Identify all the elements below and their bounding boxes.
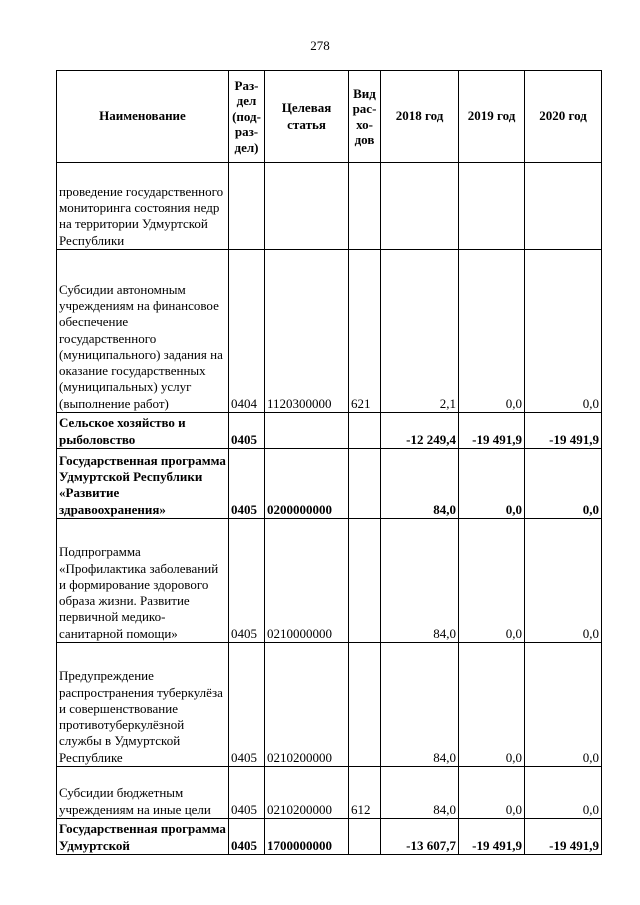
row-kind (349, 449, 381, 519)
row-2019: 0,0 (459, 449, 525, 519)
row-kind (349, 163, 381, 250)
header-2018: 2018 год (381, 71, 459, 163)
header-target: Целевая статья (265, 71, 349, 163)
header-section: Раз- дел (под- раз- дел) (229, 71, 265, 163)
row-2020: 0,0 (525, 250, 602, 413)
row-kind (349, 519, 381, 643)
row-2019: -19 491,9 (459, 819, 525, 855)
table-row (57, 163, 602, 250)
row-section: 0405 (229, 643, 265, 767)
table-row (57, 767, 602, 819)
header-name: Наименование (57, 71, 229, 163)
row-section: 0405 (229, 819, 265, 855)
row-2020: 0,0 (525, 767, 602, 819)
row-name: Предупреждение распространения туберкулёза и совершенствование противотуберкулёзной службы в Удмуртской Республике (57, 643, 229, 767)
row-name: Государственная программа Удмуртской (57, 819, 229, 855)
row-2020: 0,0 (525, 519, 602, 643)
row-target: 0210200000 (265, 643, 349, 767)
table-row (57, 449, 602, 519)
header-kind: Вид рас- хо- дов (349, 71, 381, 163)
header-2019: 2019 год (459, 71, 525, 163)
row-target (265, 163, 349, 250)
header-row (57, 71, 602, 163)
row-kind: 621 (349, 250, 381, 413)
row-kind (349, 819, 381, 855)
page-number: 278 (310, 38, 330, 53)
row-section: 0404 (229, 250, 265, 413)
row-kind (349, 643, 381, 767)
table-row (57, 519, 602, 643)
row-name: Субсидии бюджетным учреждениям на иные цели (57, 767, 229, 819)
row-2018: -13 607,7 (381, 819, 459, 855)
row-section: 0405 (229, 519, 265, 643)
row-2018 (381, 163, 459, 250)
row-target: 0200000000 (265, 449, 349, 519)
row-name: Сельское хозяйство и рыболовство (57, 413, 229, 449)
row-2020: -19 491,9 (525, 819, 602, 855)
row-2019: -19 491,9 (459, 413, 525, 449)
row-2018: 84,0 (381, 643, 459, 767)
row-section: 0405 (229, 449, 265, 519)
row-2019: 0,0 (459, 250, 525, 413)
row-section: 0405 (229, 413, 265, 449)
row-name: Подпрограмма «Профилактика заболеваний и формирование здорового образа жизни. Развитие первичной медико-санитарной помощи» (57, 519, 229, 643)
row-target: 0210200000 (265, 767, 349, 819)
budget-table (56, 70, 602, 855)
row-2018: -12 249,4 (381, 413, 459, 449)
table-row (57, 643, 602, 767)
row-2018: 84,0 (381, 519, 459, 643)
table-row (57, 413, 602, 449)
header-2020: 2020 год (525, 71, 602, 163)
row-section: 0405 (229, 767, 265, 819)
row-target: 1120300000 (265, 250, 349, 413)
row-section (229, 163, 265, 250)
row-2020: 0,0 (525, 449, 602, 519)
row-2019: 0,0 (459, 519, 525, 643)
row-2019 (459, 163, 525, 250)
row-2018: 84,0 (381, 449, 459, 519)
row-target: 0210000000 (265, 519, 349, 643)
row-2019: 0,0 (459, 767, 525, 819)
table-row (57, 819, 602, 855)
row-2018: 84,0 (381, 767, 459, 819)
row-target: 1700000000 (265, 819, 349, 855)
row-2020 (525, 163, 602, 250)
row-2019: 0,0 (459, 643, 525, 767)
row-name: Государственная программа Удмуртской Республики «Развитие здравоохранения» (57, 449, 229, 519)
row-kind: 612 (349, 767, 381, 819)
row-2020: 0,0 (525, 643, 602, 767)
row-name: проведение государственного мониторинга состояния недр на территории Удмуртской Республики (57, 163, 229, 250)
row-kind (349, 413, 381, 449)
table-row (57, 250, 602, 413)
row-name: Субсидии автономным учреждениям на финансовое обеспечение государственного (муниципального) задания на оказание государственных (муниципальных) услуг (выполнение работ) (57, 250, 229, 413)
row-2020: -19 491,9 (525, 413, 602, 449)
row-2018: 2,1 (381, 250, 459, 413)
row-target (265, 413, 349, 449)
